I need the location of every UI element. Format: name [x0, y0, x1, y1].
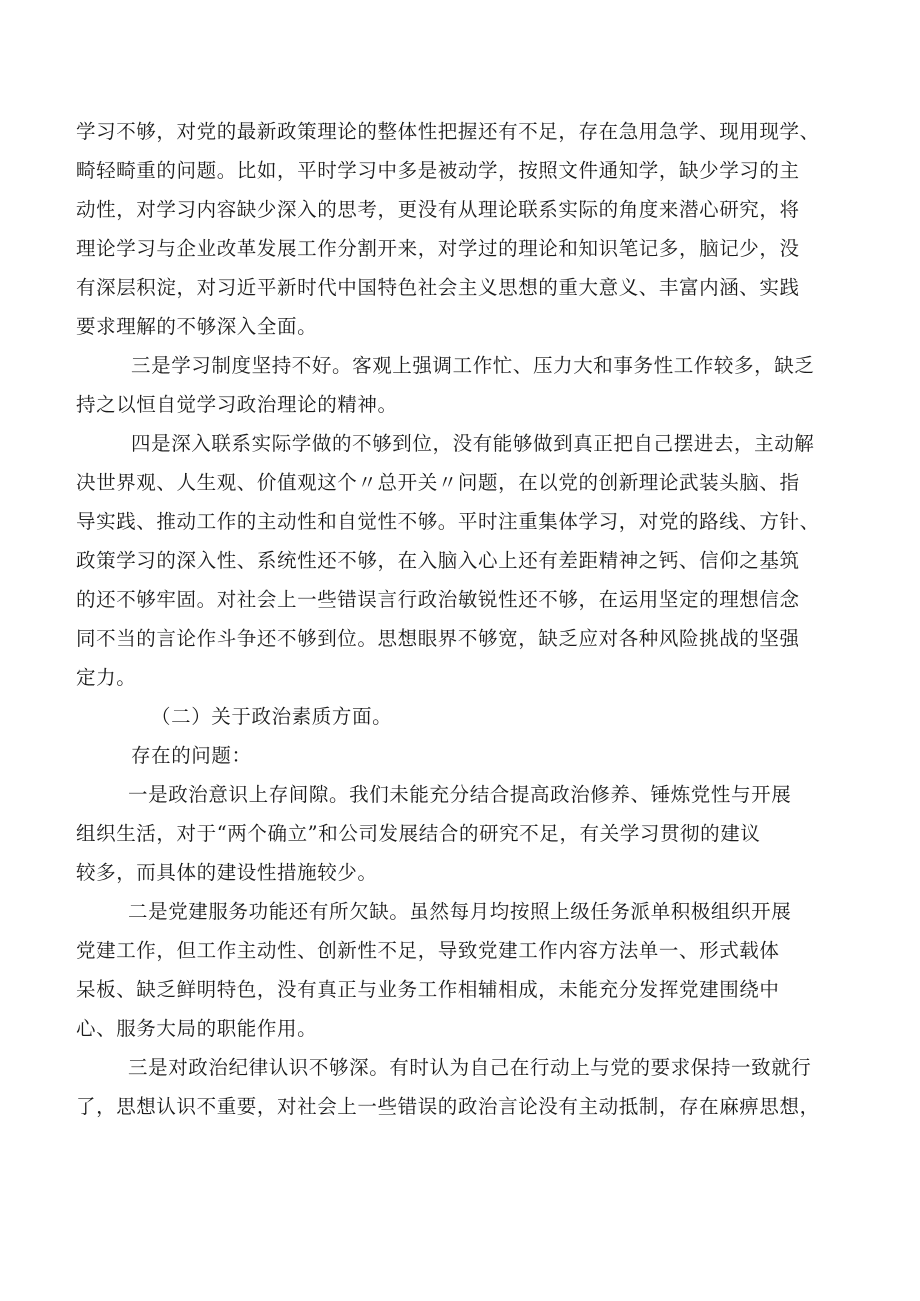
- paragraph-start: 二是党建服务功能还有所欠缺。虽然每月均按照上级任务派单积极组织开展: [128, 900, 792, 923]
- section-heading: （二）关于政治素质方面。: [151, 705, 393, 728]
- paragraph-start: 一是政治意识上存间隙。我们未能充分结合提高政治修养、锤炼党性与开展: [128, 783, 792, 806]
- text-line: 学习不够，对党的最新政策理论的整体性把握还有不足，存在急用急学、现用现学、: [76, 120, 820, 143]
- paragraph-start: 三是学习制度坚持不好。客观上强调工作忙、压力大和事务性工作较多，缺乏: [131, 354, 815, 377]
- text-line: 呆板、缺乏鲜明特色，没有真正与业务工作相辅相成，未能充分发挥党建围绕中: [76, 978, 780, 1001]
- text-line: 动性，对学习内容缺少深入的思考，更没有从理论联系实际的角度来潜心研究，将: [76, 198, 800, 221]
- text-line: 了，思想认识不重要，对社会上一些错误的政治言论没有主动抵制，存在麻痹思想，: [76, 1095, 820, 1118]
- text-line: 较多，而具体的建设性措施较少。: [76, 861, 378, 884]
- text-line: 同不当的言论作斗争还不够到位。思想眼界不够宽，缺乏应对各种风险挑战的坚强: [76, 627, 800, 650]
- text-line: 组织生活，对于“两个确立”和公司发展结合的研究不足，有关学习贯彻的建议: [76, 822, 761, 845]
- document-body: [76, 112, 886, 1126]
- text-line: 政策学习的深入性、系统性还不够，在入脑入心上还有差距精神之钙、信仰之基筑: [76, 549, 800, 572]
- text-line: 心、服务大局的职能作用。: [76, 1017, 318, 1040]
- text-line: 理论学习与企业改革发展工作分割开来，对学过的理论和知识笔记多，脑记少，没: [76, 237, 800, 260]
- text-line: 定力。: [76, 666, 137, 689]
- text-line: 有深层积淀，对习近平新时代中国特色社会主义思想的重大意义、丰富内涵、实践: [76, 276, 800, 299]
- text-line: 畸轻畸重的问题。比如，平时学习中多是被动学，按照文件通知学，缺少学习的主: [76, 159, 800, 182]
- text-line: 持之以恒自觉学习政治理论的精神。: [76, 393, 398, 416]
- text-line: 党建工作，但工作主动性、创新性不足，导致党建工作内容方法单一、形式载体: [76, 939, 780, 962]
- paragraph-start: 存在的问题：: [131, 744, 252, 767]
- text-line: 导实践、推动工作的主动性和自觉性不够。平时注重集体学习，对党的路线、方针、: [76, 510, 820, 533]
- text-line: 决世界观、人生观、价值观这个〃总开关〃问题，在以党的创新理论武装头脑、指: [76, 471, 800, 494]
- text-line: 要求理解的不够深入全面。: [76, 315, 318, 338]
- paragraph-start: 四是深入联系实际学做的不够到位，没有能够做到真正把自己摆进去，主动解: [131, 432, 815, 455]
- paragraph-start: 三是对政治纪律认识不够深。有时认为自己在行动上与党的要求保持一致就行: [128, 1056, 812, 1079]
- text-line: 的还不够牢固。对社会上一些错误言行政治敏锐性还不够，在运用坚定的理想信念: [76, 588, 800, 611]
